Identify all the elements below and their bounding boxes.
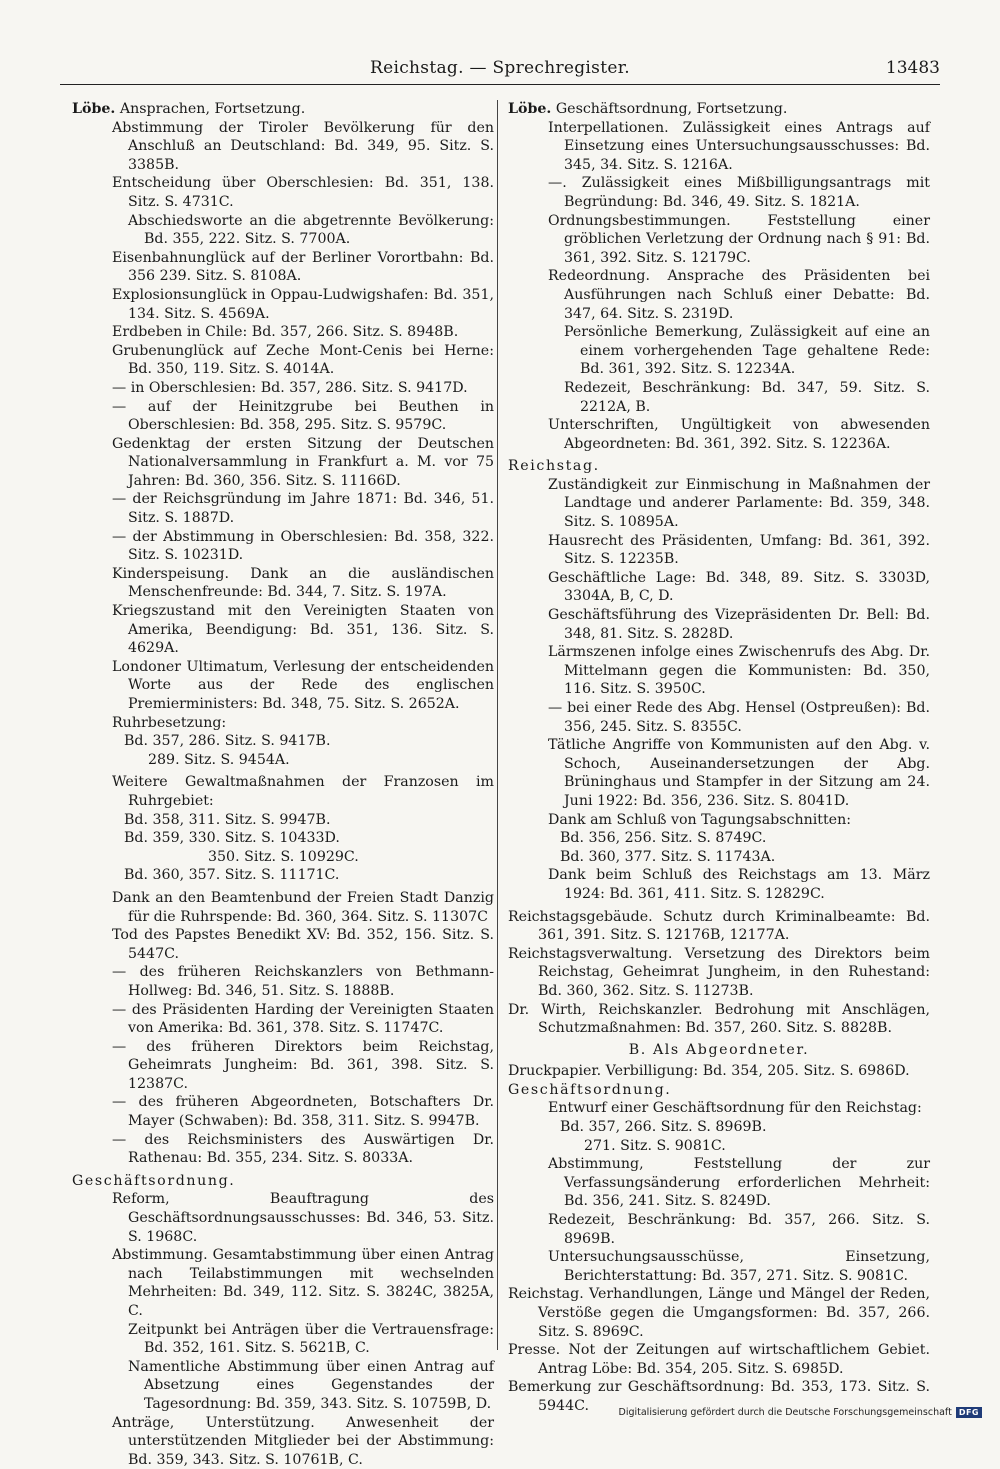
index-entry — [72, 398, 494, 435]
dfg-logo: DFG — [956, 1407, 982, 1418]
index-entry — [72, 658, 494, 714]
index-entry — [72, 565, 494, 602]
index-entry — [508, 736, 930, 810]
index-entry — [72, 1001, 494, 1038]
entry-text: Abschiedsworte an die abgetrennte Bevölkerung: Bd. 355, 222. Sitz. S. 7700A. — [128, 212, 494, 248]
right-column — [508, 100, 930, 1416]
entry-text: Bd. 359, 330. Sitz. S. 10433D. — [124, 830, 340, 847]
entry-text: Bd. 358, 311. Sitz. S. 9947B. — [124, 811, 331, 828]
index-entry — [508, 212, 930, 268]
running-title: Reichstag. — Sprechregister. — [370, 58, 630, 78]
entry-text: Kinderspeisung. Dank an die ausländischen Menschenfreunde: Bd. 344, 7. Sitz. S. 197A. — [112, 565, 494, 601]
index-entry — [72, 174, 494, 211]
entry-text: Reichstagsgebäude. Schutz durch Kriminalbeamte: Bd. 361, 391. Sitz. S. 12176B, 12177A. — [508, 908, 930, 944]
entry-text: — der Reichsgründung im Jahre 1871: Bd. 346, 51. Sitz. S. 1887D. — [112, 491, 494, 527]
index-entry — [508, 848, 930, 867]
index-entry — [72, 1190, 494, 1246]
index-entry — [508, 1248, 930, 1285]
index-entry — [508, 416, 930, 453]
entry-text: 289. Sitz. S. 9454A. — [148, 751, 290, 768]
entry-text: — des früheren Abgeordneten, Botschafters Dr. Mayer (Schwaben): Bd. 358, 311. Sitz. S. 9947B. — [112, 1094, 494, 1130]
index-entry — [72, 732, 494, 751]
index-entry — [508, 100, 930, 119]
entry-text: — der Abstimmung in Oberschlesien: Bd. 358, 322. Sitz. S. 10231D. — [112, 528, 494, 564]
entry-text: Ruhrbesetzung: — [112, 714, 227, 731]
entry-text: B. Als Abgeordneter. — [628, 1041, 810, 1058]
index-entry — [508, 267, 930, 323]
page-number: 13483 — [885, 58, 940, 78]
index-entry — [72, 435, 494, 491]
entry-text: Lärmszenen infolge eines Zwischenrufs des Abg. Dr. Mittelmann gegen die Kommunisten: Bd. 350, 116. Sitz. S. 3950C. — [548, 644, 930, 698]
entry-text: Gedenktag der ersten Sitzung der Deutschen Nationalversammlung in Frankfurt a. M. vor 75 Jahren: Bd. 360, 356. Sitz. S. 11166D. — [112, 435, 494, 489]
entry-text: — auf der Heinitzgrube bei Beuthen in Oberschlesien: Bd. 358, 295. Sitz. S. 9579C. — [112, 398, 494, 434]
index-entry — [508, 1041, 930, 1060]
entry-text: Eisenbahnunglück auf der Berliner Vorortbahn: Bd. 356 239. Sitz. S. 8108A. — [112, 249, 494, 285]
entry-text: Entwurf einer Geschäftsordnung für den Reichstag: — [548, 1100, 922, 1117]
index-entry — [508, 457, 930, 476]
left-column — [72, 100, 494, 1469]
index-entry — [72, 1131, 494, 1168]
index-entry — [72, 1358, 494, 1414]
entry-text: Bd. 360, 377. Sitz. S. 11743A. — [560, 848, 776, 865]
entry-text: Abstimmung. Gesamtabstimmung über einen Antrag nach Teilabstimmungen mit wechselnden Mehrheiten: Bd. 349, 112. Sitz. S. 3824C, 3825A, C. — [112, 1247, 494, 1319]
entry-text: Bd. 360, 357. Sitz. S. 11171C. — [124, 867, 340, 884]
index-entry — [508, 532, 930, 569]
entry-text: Explosionsunglück in Oppau-Ludwigshafen: Bd. 351, 134. Sitz. S. 4569A. — [112, 286, 494, 322]
index-entry — [72, 773, 494, 810]
page-header — [60, 58, 940, 85]
index-entry — [508, 829, 930, 848]
index-entry — [72, 829, 494, 848]
entry-text: Reichstagsverwaltung. Versetzung des Direktors beim Reichstag, Geheimrat Jungheim, in den Ruhestand: Bd. 360, 362. Sitz. S. 11273B. — [508, 945, 930, 999]
entry-text: Presse. Not der Zeitungen auf wirtschaftlichem Gebiet. Antrag Löbe: Bd. 354, 205. Sitz. S. 6985D. — [508, 1342, 930, 1377]
column-divider — [497, 100, 498, 1350]
index-entry — [72, 1172, 494, 1191]
index-entry — [72, 342, 494, 379]
entry-text: Untersuchungsausschüsse, Einsetzung, Berichterstattung: Bd. 357, 271. Sitz. S. 9081C. — [548, 1249, 930, 1284]
index-entry — [508, 866, 930, 903]
entry-text: Redezeit, Beschränkung: Bd. 347, 59. Sitz. S. 2212A, B. — [564, 379, 930, 415]
index-entry — [508, 1081, 930, 1100]
entry-text: Tätliche Angriffe von Kommunisten auf den Abg. v. Schoch, Auseinandersetzungen der Abg. Brüninghaus und Stampfer in der Sitzung am 24. Juni 1922: Bd. 356, 236. Sitz. S. 8041D. — [548, 737, 930, 809]
index-entry — [508, 1341, 930, 1378]
entry-text: Ansprachen, Fortsetzung. — [115, 101, 306, 117]
index-entry — [508, 174, 930, 211]
entry-text: 271. Sitz. S. 9081C. — [584, 1137, 726, 1154]
index-entry — [72, 1038, 494, 1094]
entry-text: Bd. 357, 266. Sitz. S. 8969B. — [560, 1119, 767, 1136]
entry-text: — des Reichsministers des Auswärtigen Dr. Rathenau: Bd. 355, 234. Sitz. S. 8033A. — [112, 1131, 494, 1167]
speaker-name: Löbe. — [508, 101, 552, 117]
entry-text: Zuständigkeit zur Einmischung in Maßnahmen der Landtage und anderer Parlamente: Bd. 359, 348. Sitz. S. 10895A. — [548, 476, 930, 531]
footer-text: Digitalisierung gefördert durch die Deutsche Forschungsgemeinschaft — [618, 1407, 952, 1418]
index-entry — [72, 100, 494, 119]
entry-text: Geschäftsordnung, Fortsetzung. — [551, 101, 788, 117]
entry-text: — bei einer Rede des Abg. Hensel (Ostpreußen): Bd. 356, 245. Sitz. S. 8355C. — [548, 700, 930, 735]
index-entry — [72, 1414, 494, 1469]
entry-text: Londoner Ultimatum, Verlesung der entscheidenden Worte aus der Rede des englischen Premierministers: Bd. 348, 75. Sitz. S. 2652A. — [112, 658, 494, 712]
entry-text: — des früheren Direktors beim Reichstag, Geheimrats Jungheim: Bd. 361, 398. Sitz. S. 12387C. — [112, 1038, 494, 1092]
entry-text: Druckpapier. Verbilligung: Bd. 354, 205. Sitz. S. 6986D. — [508, 1063, 910, 1080]
index-entry — [508, 643, 930, 699]
entry-text: Ordnungsbestimmungen. Feststellung einer gröblichen Verletzung der Ordnung nach § 91: Bd. 361, 392. Sitz. S. 12179C. — [548, 212, 930, 266]
index-entry — [508, 1137, 930, 1156]
entry-text: 350. Sitz. S. 10929C. — [208, 848, 359, 865]
entry-text: — in Oberschlesien: Bd. 357, 286. Sitz. S. 9417D. — [112, 379, 468, 396]
entry-text: Weitere Gewaltmaßnahmen der Franzosen im Ruhrgebiet: — [112, 774, 494, 809]
index-entry — [508, 323, 930, 379]
entry-text: Hausrecht des Präsidenten, Umfang: Bd. 361, 392. Sitz. S. 12235B. — [548, 532, 930, 568]
index-entry — [508, 1118, 930, 1137]
index-entry — [72, 848, 494, 867]
index-entry — [72, 528, 494, 565]
entry-text: — des früheren Reichskanzlers von Bethmann-Hollweg: Bd. 346, 51. Sitz. S. 1888B. — [112, 964, 494, 999]
entry-text: Namentliche Abstimmung über einen Antrag auf Absetzung eines Gegenstandes der Tagesordnung: Bd. 359, 343. Sitz. S. 10759B, D. — [128, 1358, 494, 1412]
index-entry — [72, 1321, 494, 1358]
index-entry — [508, 1285, 930, 1341]
index-entry — [508, 476, 930, 532]
index-entry — [508, 1211, 930, 1248]
entry-text: Geschäftsordnung. — [72, 1172, 236, 1189]
entry-text: Redeordnung. Ansprache des Präsidenten bei Ausführungen nach Schluß einer Debatte: Bd. 347, 64. Sitz. S. 2319D. — [548, 268, 930, 322]
entry-text: Reform, Beauftragung des Geschäftsordnungsausschusses: Bd. 346, 53. Sitz. S. 1968C. — [112, 1191, 494, 1245]
entry-text: Unterschriften, Ungültigkeit von abwesenden Abgeordneten: Bd. 361, 392. Sitz. S. 12236A. — [548, 417, 930, 452]
entry-text: Bd. 357, 286. Sitz. S. 9417B. — [124, 733, 331, 750]
index-entry — [508, 1099, 930, 1118]
entry-text: Dank an den Beamtenbund der Freien Stadt Danzig für die Ruhrspende: Bd. 360, 364. Sitz. S. 11307C — [112, 889, 494, 925]
entry-text: Tod des Papstes Benedikt XV: Bd. 352, 156. Sitz. S. 5447C. — [112, 927, 494, 962]
index-entry — [508, 811, 930, 830]
index-entry — [72, 602, 494, 658]
index-entry — [72, 866, 494, 885]
index-entry — [508, 1155, 930, 1211]
funding-footer — [619, 1407, 982, 1418]
entry-text: Abstimmung, Feststellung der zur Verfassungsänderung erforderlichen Mehrheit: Bd. 356, 241. Sitz. S. 8249D. — [548, 1156, 930, 1210]
entry-text: — des Präsidenten Harding der Vereinigten Staaten von Amerika: Bd. 361, 378. Sitz. S. 11747C. — [112, 1001, 494, 1037]
index-entry — [72, 119, 494, 175]
index-entry — [508, 606, 930, 643]
index-entry — [72, 212, 494, 249]
entry-text: Dank beim Schluß des Reichstags am 13. März 1924: Bd. 361, 411. Sitz. S. 12829C. — [548, 867, 930, 902]
index-entry — [508, 1001, 930, 1038]
index-entry — [508, 119, 930, 175]
index-entry — [72, 751, 494, 770]
entry-text: Reichstag. Verhandlungen, Länge und Mängel der Reden, Verstöße gegen die Umgangsformen: Bd. 357, 266. Sitz. S. 8969C. — [508, 1286, 930, 1340]
index-entry — [508, 945, 930, 1001]
entry-text: Erdbeben in Chile: Bd. 357, 266. Sitz. S. 8948B. — [112, 324, 459, 341]
index-entry — [72, 1246, 494, 1320]
index-entry — [72, 889, 494, 926]
entry-text: Interpellationen. Zulässigkeit eines Antrags auf Einsetzung eines Untersuchungsausschusses: Bd. 345, 34. Sitz. S. 1216A. — [548, 119, 930, 173]
index-entry — [508, 379, 930, 416]
index-entry — [508, 908, 930, 945]
index-entry — [72, 1093, 494, 1130]
entry-text: Grubenunglück auf Zeche Mont-Cenis bei Herne: Bd. 350, 119. Sitz. S. 4014A. — [112, 342, 494, 378]
entry-text: Geschäftliche Lage: Bd. 348, 89. Sitz. S. 3303D, 3304A, B, C, D. — [548, 569, 930, 605]
entry-text: Entscheidung über Oberschlesien: Bd. 351, 138. Sitz. S. 4731C. — [112, 175, 494, 210]
entry-text: Bd. 356, 256. Sitz. S. 8749C. — [560, 830, 767, 847]
entry-text: Abstimmung der Tiroler Bevölkerung für den Anschluß an Deutschland: Bd. 349, 95. Sitz. S. 3385B. — [112, 119, 494, 173]
index-entry — [72, 926, 494, 963]
entry-text: Dank am Schluß von Tagungsabschnitten: — [548, 811, 852, 828]
index-entry — [72, 286, 494, 323]
entry-text: Persönliche Bemerkung, Zulässigkeit auf eine an einem vorhergehenden Tage gehaltene Rede: Bd. 361, 392. Sitz. S. 12234A. — [564, 324, 930, 378]
index-entry — [508, 1062, 930, 1081]
entry-text: Zeitpunkt bei Anträgen über die Vertrauensfrage: Bd. 352, 161. Sitz. S. 5621B, C. — [128, 1321, 494, 1357]
entry-text: Geschäftsordnung. — [508, 1081, 672, 1098]
index-entry — [72, 249, 494, 286]
index-entry — [72, 963, 494, 1000]
entry-text: Dr. Wirth, Reichskanzler. Bedrohung mit Anschlägen, Schutzmaßnahmen: Bd. 357, 260. Sitz. S. 8828B. — [508, 1001, 930, 1037]
entry-text: —. Zulässigkeit eines Mißbilligungsantrags mit Begründung: Bd. 346, 49. Sitz. S. 1821A. — [548, 175, 930, 210]
entry-text: Anträge, Unterstützung. Anwesenheit der unterstützenden Mitglieder bei der Abstimmung: Bd. 359, 343. Sitz. S. 10761B, C. — [112, 1414, 494, 1468]
index-entry — [72, 811, 494, 830]
index-entry — [72, 714, 494, 733]
speaker-name: Löbe. — [72, 101, 116, 117]
index-entry — [508, 569, 930, 606]
entry-text: Reichstag. — [508, 458, 600, 475]
index-entry — [72, 490, 494, 527]
entry-text: Bemerkung zur Geschäftsordnung: Bd. 353, 173. Sitz. S. 5944C. — [508, 1379, 930, 1414]
index-entry — [72, 323, 494, 342]
index-entry — [508, 699, 930, 736]
entry-text: Geschäftsführung des Vizepräsidenten Dr. Bell: Bd. 348, 81. Sitz. S. 2828D. — [548, 607, 930, 642]
entry-text: Redezeit, Beschränkung: Bd. 357, 266. Sitz. S. 8969B. — [548, 1212, 930, 1247]
entry-text: Kriegszustand mit den Vereinigten Staaten von Amerika, Beendigung: Bd. 351, 136. Sitz. S. 4629A. — [112, 603, 494, 657]
index-entry — [72, 379, 494, 398]
